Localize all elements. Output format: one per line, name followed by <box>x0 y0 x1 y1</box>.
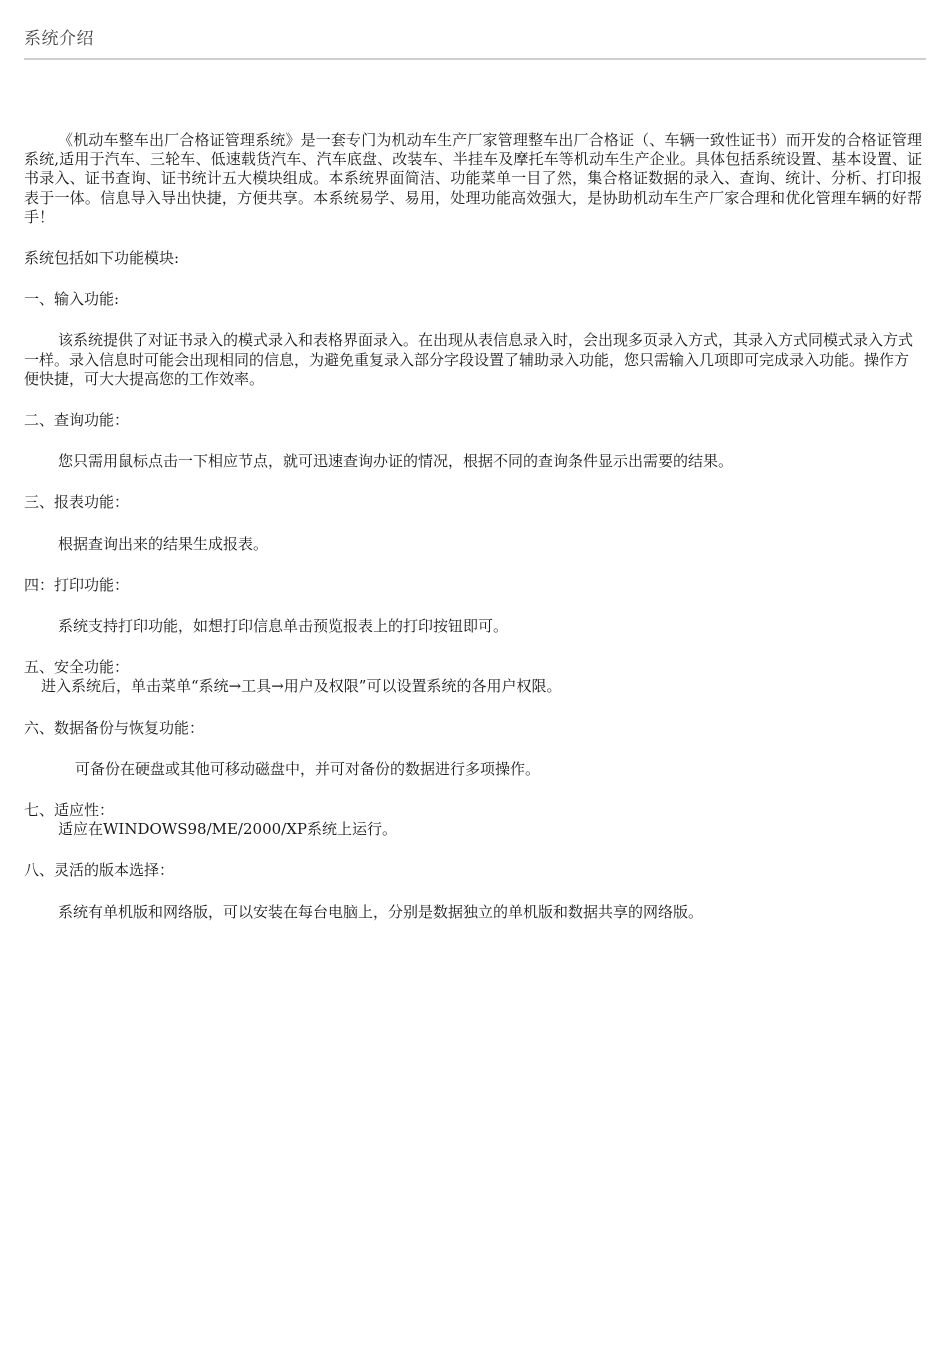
section-security-body: 进入系统后，单击菜单“系统→工具→用户及权限”可以设置系统的各用户权限。 <box>41 677 562 696</box>
section-report-body: 根据查询出来的结果生成报表。 <box>58 534 269 553</box>
section-print-body: 系统支持打印功能，如想打印信息单击预览报表上的打印按钮即可。 <box>58 617 509 636</box>
section-input-heading: 一、输入功能: <box>24 290 120 309</box>
section-security-heading: 五、安全功能： <box>24 658 130 677</box>
page-title: 系统介绍 <box>24 29 94 49</box>
section-query-heading: 二、查询功能： <box>24 411 130 430</box>
section-version-heading: 八、灵活的版本选择： <box>24 861 175 880</box>
section-backup-body: 可备份在硬盘或其他可移动磁盘中，并可对备份的数据进行多项操作。 <box>75 759 541 778</box>
header-divider <box>24 58 926 60</box>
section-input-body: 该系统提供了对证书录入的模式录入和表格界面录入。在出现从表信息录入时，会出现多页录入方式，其录入方式同模式录入方式一样。录入信息时可能会出现相同的信息，为避免重复录入部分字段设置了辅助录入功能，您只需输入几项即可完成录入功能。操作方便快捷，可大大提高您的工作效率。 <box>24 331 914 388</box>
section-compat-heading: 七、适应性： <box>24 801 115 820</box>
section-compat-body: 适应在WINDOWS98/ME/2000/XP系统上运行。 <box>58 820 397 839</box>
section-version-body: 系统有单机版和网络版，可以安装在每台电脑上，分别是数据独立的单机版和数据共享的网络版。 <box>58 902 704 921</box>
page-header <box>24 28 926 60</box>
intro-paragraph: 《机动车整车出厂合格证管理系统》是一套专门为机动车生产厂家管理整车出厂合格证（、车辆一致性证书）而开发的合格证管理系统,适用于汽车、三轮车、低速载货汽车、汽车底盘、改装车、半挂车及摩托车等机动车生产企业。具体包括系统设置、基本设置、证书录入、证书查询、证书统计五大模块组成。本系统界面简洁、功能菜单一目了然，集合格证数据的录入、查询、统计、分析、打印报表于一体。信息导入导出快捷，方便共享。本系统易学、易用，处理功能高效强大，是协助机动车生产厂家合理和优化管理车辆的好帮手！ <box>24 131 922 226</box>
section-print-heading: 四：打印功能： <box>24 575 130 594</box>
modules-intro: 系统包括如下功能模块: <box>24 249 180 268</box>
section-report-heading: 三、报表功能： <box>24 493 130 512</box>
document-body <box>24 131 922 922</box>
section-backup-heading: 六、数据备份与恢复功能： <box>24 718 205 737</box>
section-query-body: 您只需用鼠标点击一下相应节点，就可迅速查询办证的情况，根据不同的查询条件显示出需要的结果。 <box>58 452 734 471</box>
